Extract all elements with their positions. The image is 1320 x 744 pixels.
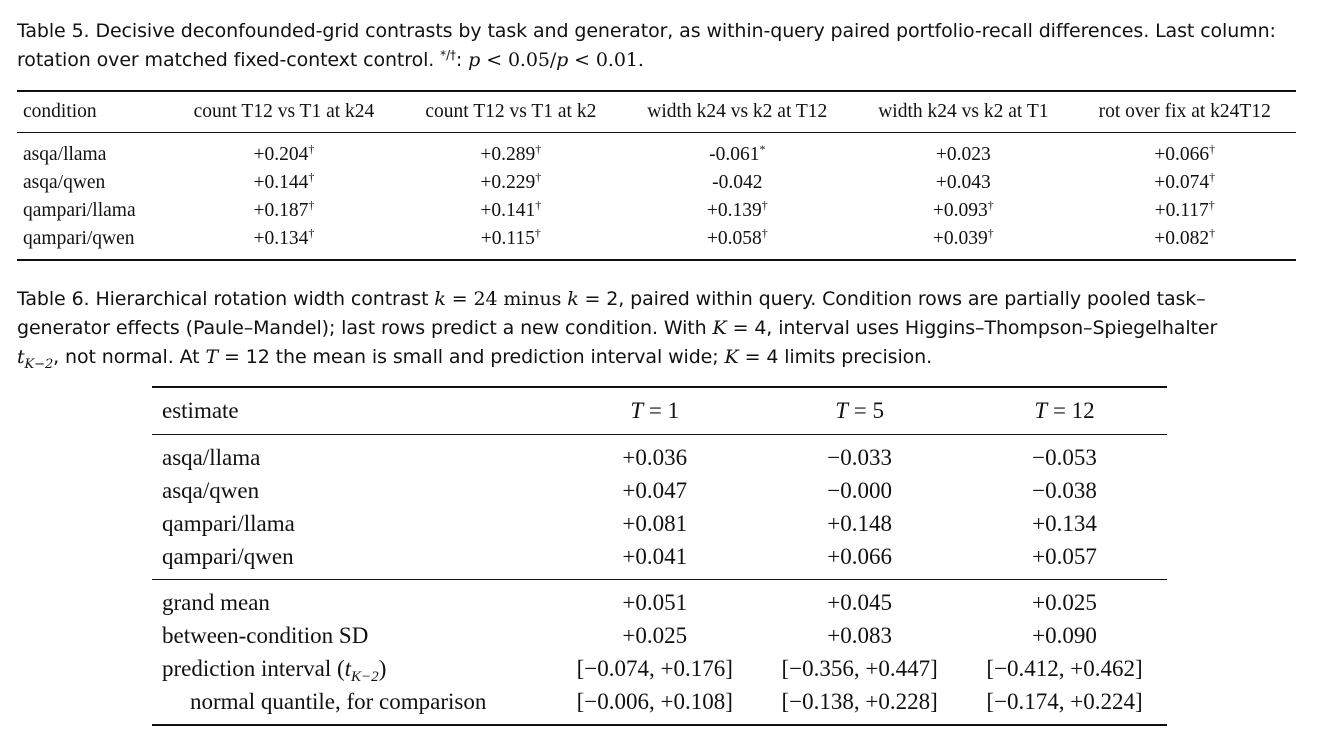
table-cell: +0.082† (1154, 226, 1216, 249)
table-cell: [−0.356, +0.447] (781, 655, 938, 681)
row-label: asqa/llama (23, 144, 107, 165)
sd-row (152, 619, 1167, 652)
table-cell: +0.051 (622, 589, 688, 615)
table-row (17, 197, 1296, 225)
table6-header-row (152, 387, 1167, 435)
table-cell: +0.141† (480, 198, 542, 221)
table-cell: [−0.174, +0.224] (986, 688, 1143, 714)
table-cell: [−0.006, +0.108] (576, 688, 733, 714)
table-cell: +0.148 (827, 510, 892, 536)
table-cell: +0.204† (253, 142, 315, 165)
table6-caption-line3: $t_{K-2}$, not normal. At T = 12 the mean is small and prediction interval wide; K = 4 limits precision. (17, 346, 933, 372)
table5-caption-line2: rotation over matched fixed-context control. */†: p < 0.05/p < 0.01. (17, 48, 644, 71)
table-cell: +0.039† (932, 226, 994, 249)
table6-caption-line1: Table 6. Hierarchical rotation width contrast k = 24 minus k = 2, paired within query. Condition rows are partially pooled task– (17, 288, 1206, 310)
table5 (17, 90, 1296, 261)
table-cell: -0.061* (709, 142, 766, 165)
table6-header-estimate: estimate (152, 387, 552, 435)
table-cell: +0.093† (932, 198, 994, 221)
table-row (152, 435, 1167, 475)
table6 (152, 386, 1167, 726)
grand-mean-row (152, 580, 1167, 620)
table-cell: +0.047 (622, 477, 688, 503)
table-cell: +0.058† (706, 226, 768, 249)
table-cell: +0.066 (757, 540, 962, 580)
table-row (152, 507, 1167, 540)
table5-header: rot over fix at k24T12 (1073, 91, 1296, 133)
row-label: asqa/qwen (23, 172, 106, 193)
prediction-interval-row (152, 652, 1167, 685)
table-cell: [−0.138, +0.228] (781, 688, 938, 714)
table-cell: +0.115† (480, 226, 541, 249)
table5-header: width k24 vs k2 at T1 (853, 91, 1073, 133)
table-cell: +0.074† (1154, 170, 1216, 193)
table-cell: +0.025 (622, 622, 688, 648)
table5-caption-line1: Table 5. Decisive deconfounded-grid contrasts by task and generator, as within-query paired portfolio-recall differences. Last column: (17, 20, 1276, 42)
table-cell: +0.229† (480, 170, 542, 193)
table-cell: +0.045 (827, 589, 892, 615)
table-cell: +0.081 (622, 510, 688, 536)
table-cell: +0.036 (622, 444, 688, 470)
table-cell: +0.083 (827, 622, 892, 648)
table-row (152, 540, 1167, 580)
table5-header: count T12 vs T1 at k2 (400, 91, 621, 133)
table5-header: condition (17, 91, 168, 133)
table6-header: T = 1 (552, 387, 757, 435)
table-cell: [−0.412, +0.462] (986, 655, 1143, 681)
row-label: qampari/qwen (23, 228, 135, 249)
table5-header: count T12 vs T1 at k24 (168, 91, 401, 133)
table-cell: +0.187† (253, 198, 315, 221)
table-row (17, 225, 1296, 260)
row-label: asqa/qwen (162, 477, 260, 503)
table-cell: +0.066† (1154, 142, 1216, 165)
table-row (17, 133, 1296, 170)
table-cell: +0.041 (552, 540, 757, 580)
table-cell: +0.117† (1154, 198, 1215, 221)
row-label: qampari/qwen (152, 540, 552, 580)
significance-marks: */† (440, 48, 456, 62)
row-label: prediction interval $(t_{K-2})$ (162, 655, 387, 685)
table6-header: T = 5 (757, 387, 962, 435)
row-label: between-condition SD (162, 622, 369, 648)
table-cell: +0.134 (1032, 510, 1097, 536)
table-row (152, 474, 1167, 507)
table-cell: −0.053 (1032, 444, 1097, 470)
row-label: grand mean (162, 589, 270, 615)
table-cell: -0.042 (712, 172, 763, 193)
table5-caption (17, 17, 1276, 75)
table6-caption-line2: generator effects (Paule–Mandel); last rows predict a new condition. With K = 4, interval uses Higgins–Thompson–Spiegelhalter (17, 317, 1218, 339)
table-cell: +0.057 (962, 540, 1167, 580)
table5-header-row (17, 91, 1296, 133)
table-cell: +0.139† (706, 198, 768, 221)
table-cell: −0.000 (827, 477, 892, 503)
table-cell: [−0.074, +0.176] (576, 655, 733, 681)
row-label: asqa/llama (162, 444, 261, 470)
row-label: qampari/llama (23, 200, 136, 221)
table-cell: +0.144† (253, 170, 315, 193)
table-cell: −0.038 (1032, 477, 1097, 503)
normal-quantile-row (152, 685, 1167, 725)
table-row (17, 169, 1296, 197)
table-cell: +0.023 (935, 144, 991, 165)
table6-caption (17, 285, 1217, 372)
row-label: qampari/llama (162, 510, 295, 536)
table-cell: −0.033 (827, 444, 892, 470)
table-cell: +0.090 (1032, 622, 1097, 648)
table-cell: +0.289† (480, 142, 542, 165)
table5-header: width k24 vs k2 at T12 (621, 91, 853, 133)
table6-header: T = 12 (962, 387, 1167, 435)
table-cell: +0.134† (253, 226, 315, 249)
row-label: normal quantile, for comparison (190, 688, 487, 714)
table-cell: +0.025 (1032, 589, 1097, 615)
table-cell: +0.043 (935, 172, 991, 193)
